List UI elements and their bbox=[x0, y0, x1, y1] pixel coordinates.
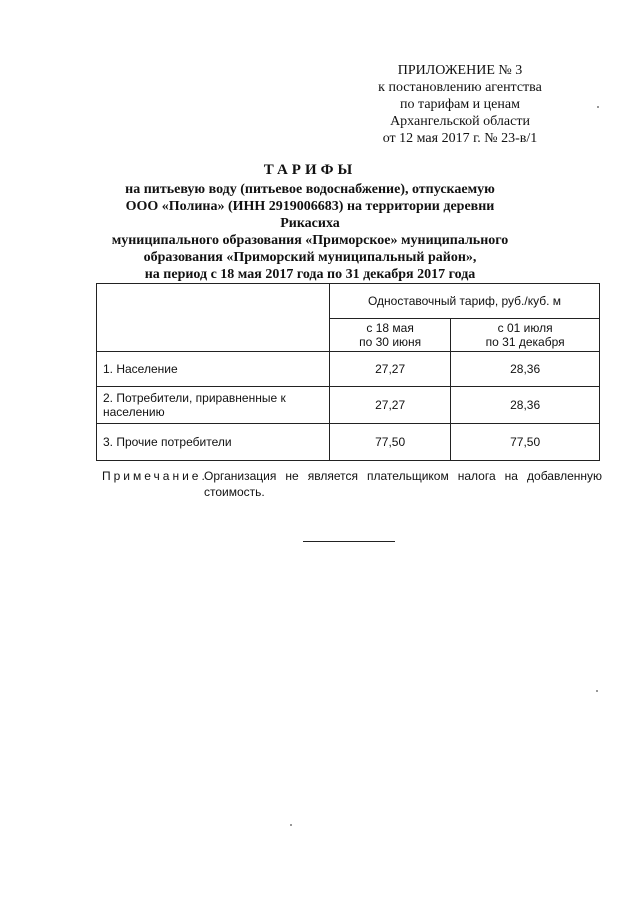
tariff-value: 28,36 bbox=[451, 387, 600, 424]
period-start: с 01 июля bbox=[497, 321, 553, 335]
row-label: 1. Население bbox=[97, 352, 330, 387]
scan-speck bbox=[290, 824, 292, 826]
period-end: по 30 июня bbox=[359, 335, 422, 349]
appendix-header bbox=[360, 62, 560, 147]
note-label: Примечание. bbox=[102, 469, 208, 483]
table-row bbox=[97, 424, 600, 461]
period-header bbox=[451, 319, 600, 352]
tariff-value: 27,27 bbox=[330, 352, 451, 387]
period-header bbox=[330, 319, 451, 352]
tariff-value: 28,36 bbox=[451, 352, 600, 387]
table-corner-cell bbox=[97, 284, 330, 352]
tariff-value: 77,50 bbox=[330, 424, 451, 461]
title-main: ТАРИФЫ bbox=[263, 162, 357, 178]
title-line: муниципального образования «Приморское» муниципального bbox=[111, 233, 509, 248]
document-title bbox=[100, 162, 520, 283]
appendix-line: по тарифам и ценам bbox=[400, 97, 520, 112]
scan-speck bbox=[597, 106, 599, 108]
tariff-value: 27,27 bbox=[330, 387, 451, 424]
appendix-number: ПРИЛОЖЕНИЕ № 3 bbox=[397, 63, 523, 78]
scan-speck bbox=[596, 690, 598, 692]
table-header-row bbox=[97, 284, 600, 319]
title-line: на период с 18 мая 2017 года по 31 декабря 2017 года bbox=[144, 267, 476, 282]
appendix-date: от 12 мая 2017 г. № 23-в/1 bbox=[382, 131, 538, 146]
end-divider bbox=[303, 541, 395, 542]
note-text: Организация не является плательщиком налога на добавленную стоимость. bbox=[204, 469, 602, 499]
title-line: на питьевую воду (питьевое водоснабжение), отпускаемую bbox=[125, 182, 495, 197]
period-start: с 18 мая bbox=[366, 321, 414, 335]
appendix-line: к постановлению агентства bbox=[378, 80, 542, 95]
title-line: образования «Приморский муниципальный район», bbox=[143, 250, 477, 265]
row-label: 3. Прочие потребители bbox=[97, 424, 330, 461]
tariff-table bbox=[96, 283, 600, 461]
table-row bbox=[97, 352, 600, 387]
period-end: по 31 декабря bbox=[485, 335, 565, 349]
row-label: 2. Потребители, приравненные к населению bbox=[97, 387, 330, 424]
table-row bbox=[97, 387, 600, 424]
tariff-header: Одноставочный тариф, руб./куб. м bbox=[330, 284, 600, 319]
title-line: ООО «Полина» (ИНН 2919006683) на территории деревни Рикасиха bbox=[125, 199, 495, 231]
appendix-line: Архангельской области bbox=[390, 114, 530, 129]
tariff-value: 77,50 bbox=[451, 424, 600, 461]
